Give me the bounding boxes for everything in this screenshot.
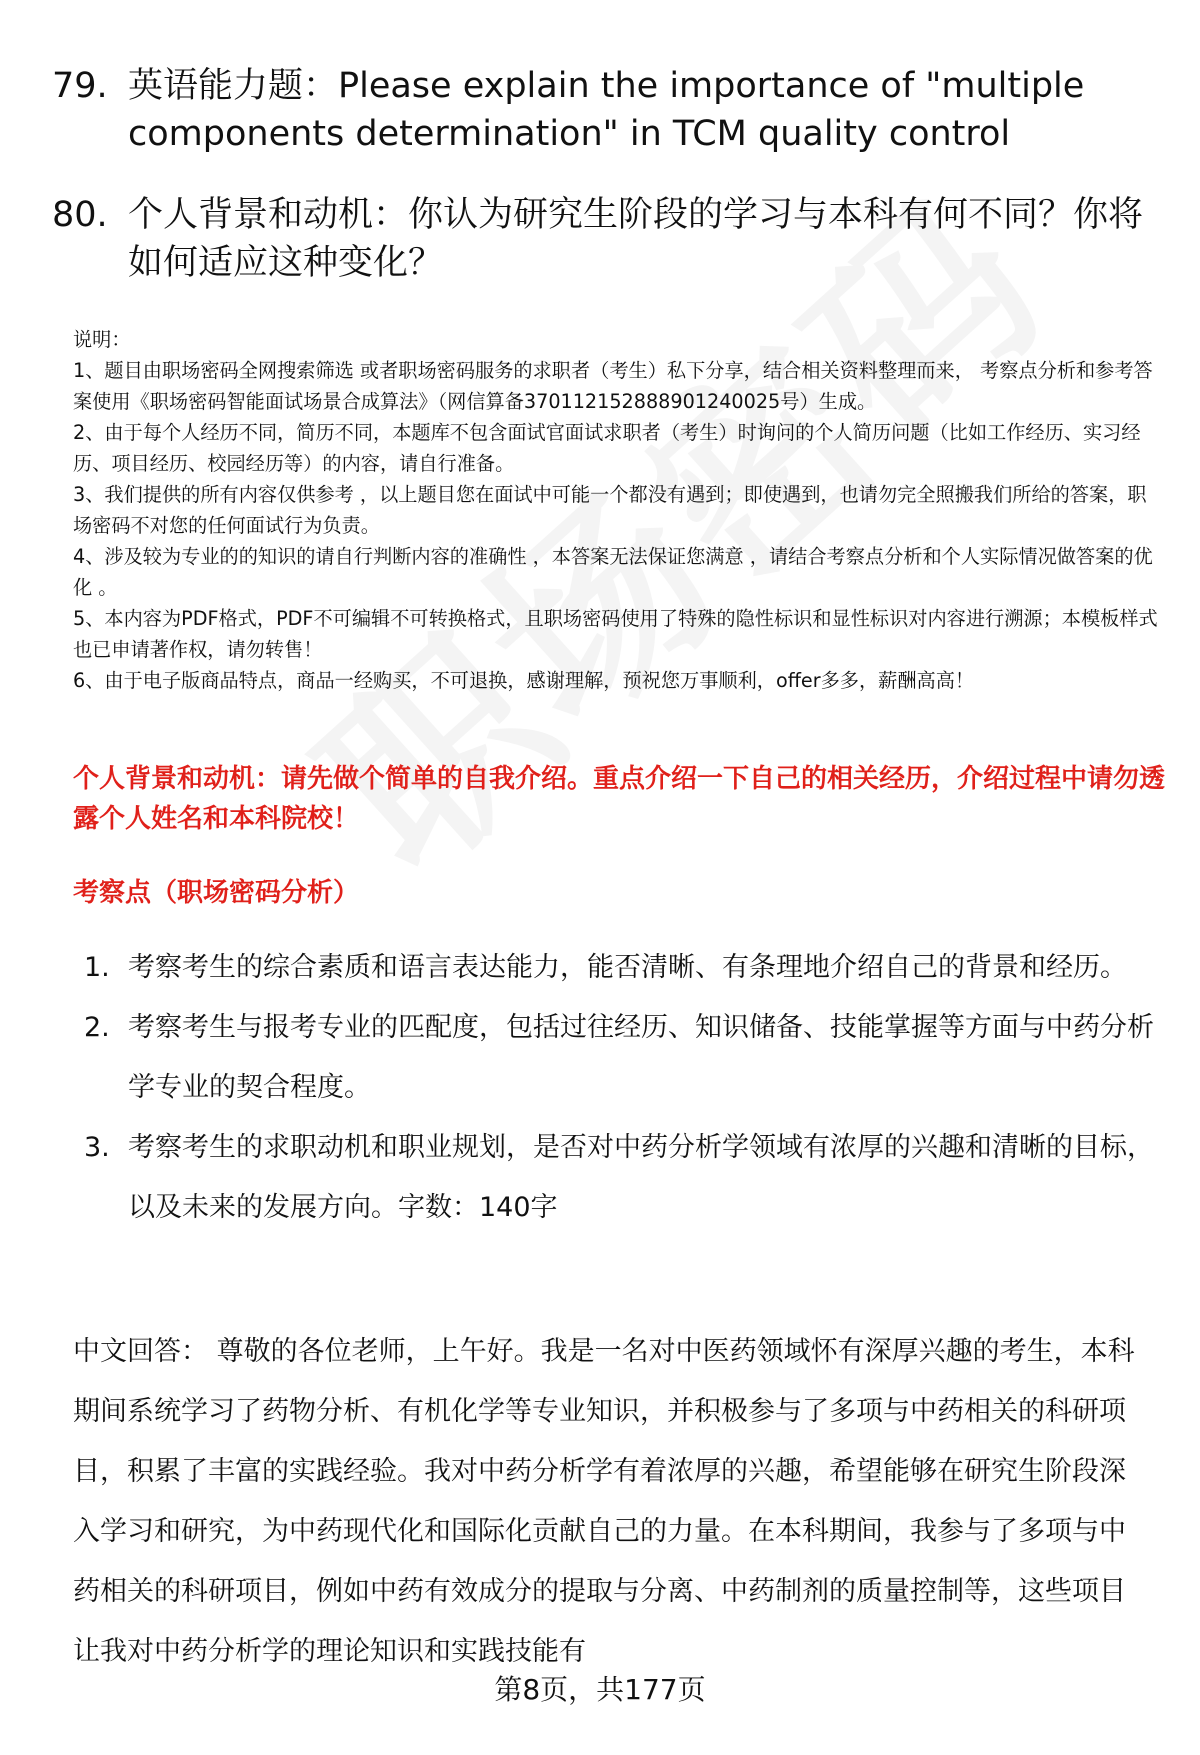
question-text: 个人背景和动机：你认为研究生阶段的学习与本科有何不同？你将如何适应这种变化？: [128, 195, 1144, 283]
list-item: [84, 998, 1154, 1118]
notes-block: [73, 324, 1163, 696]
note-item: 1、题目由职场密码全网搜索筛选 或者职场密码服务的求职者（考生）私下分享，结合相关资料整理而来， 考察点分析和参考答案使用《职场密码智能面试场景合成算法》（网信算备370112152888901240025号）生成。: [73, 359, 1153, 413]
answer-paragraph: 中文回答： 尊敬的各位老师，上午好。我是一名对中医药领域怀有深厚兴趣的考生，本科期间系统学习了药物分析、有机化学等专业知识，并积极参与了多项与中药相关的科研项目，积累了丰富的实践经验。我对中药分析学有着浓厚的兴趣，希望能够在研究生阶段深入学习和研究，为中药现代化和国际化贡献自己的力量。在本科期间，我参与了多项与中药相关的科研项目，例如中药有效成分的提取与分离、中药制剂的质量控制等，这些项目让我对中药分析学的理论知识和实践技能有: [73, 1336, 1135, 1667]
note-item: 4、涉及较为专业的的知识的请自行判断内容的准确性 ，本答案无法保证您满意 ，请结合考察点分析和个人实际情况做答案的优化 。: [73, 545, 1153, 599]
notes-title: 说明：: [73, 328, 131, 351]
question-number: 80.: [52, 195, 108, 235]
list-text: 考察考生的求职动机和职业规划，是否对中药分析学领域有浓厚的兴趣和清晰的目标，以及未来的发展方向。字数：140字: [128, 1132, 1154, 1223]
note-item: 2、由于每个人经历不同，简历不同，本题库不包含面试官面试求职者（考生）时询问的个人简历问题（比如工作经历、实习经历、项目经历、校园经历等）的内容，请自行准备。: [73, 421, 1141, 475]
list-item: [84, 1118, 1154, 1238]
assessment-points: [84, 938, 1154, 1238]
list-number: 3.: [84, 1132, 110, 1163]
section-heading: 个人背景和动机：请先做个简单的自我介绍。重点介绍一下自己的相关经历，介绍过程中请勿透露个人姓名和本科院校！: [73, 764, 1166, 834]
question-number: 79.: [52, 66, 108, 106]
question-80: [52, 191, 1152, 287]
list-item: [84, 938, 1154, 998]
note-item: 3、我们提供的所有内容仅供参考 ，以上题目您在面试中可能一个都没有遇到；即使遇到，也请勿完全照搬我们所给的答案，职场密码不对您的任何面试行为负责。: [73, 483, 1147, 537]
note-item: 5、本内容为PDF格式，PDF不可编辑不可转换格式，且职场密码使用了特殊的隐性标识和显性标识对内容进行溯源；本模板样式也已申请著作权，请勿转售！: [73, 607, 1158, 661]
page-footer: 第8页，共177页: [494, 1673, 706, 1706]
list-text: 考察考生的综合素质和语言表达能力，能否清晰、有条理地介绍自己的背景和经历。: [128, 952, 1127, 983]
question-text: 英语能力题：Please explain the importance of "multiple components determination" in TCM quality control: [128, 66, 1085, 154]
list-text: 考察考生与报考专业的匹配度，包括过往经历、知识储备、技能掌握等方面与中药分析学专业的契合程度。: [128, 1012, 1154, 1103]
list-number: 1.: [84, 952, 110, 983]
section-subheading: 考察点（职场密码分析）: [73, 878, 360, 908]
list-number: 2.: [84, 1012, 110, 1043]
note-item: 6、由于电子版商品特点，商品一经购买，不可退换，感谢理解，预祝您万事顺利，offer多多，薪酬高高！: [73, 669, 975, 692]
question-79: [52, 62, 1152, 158]
